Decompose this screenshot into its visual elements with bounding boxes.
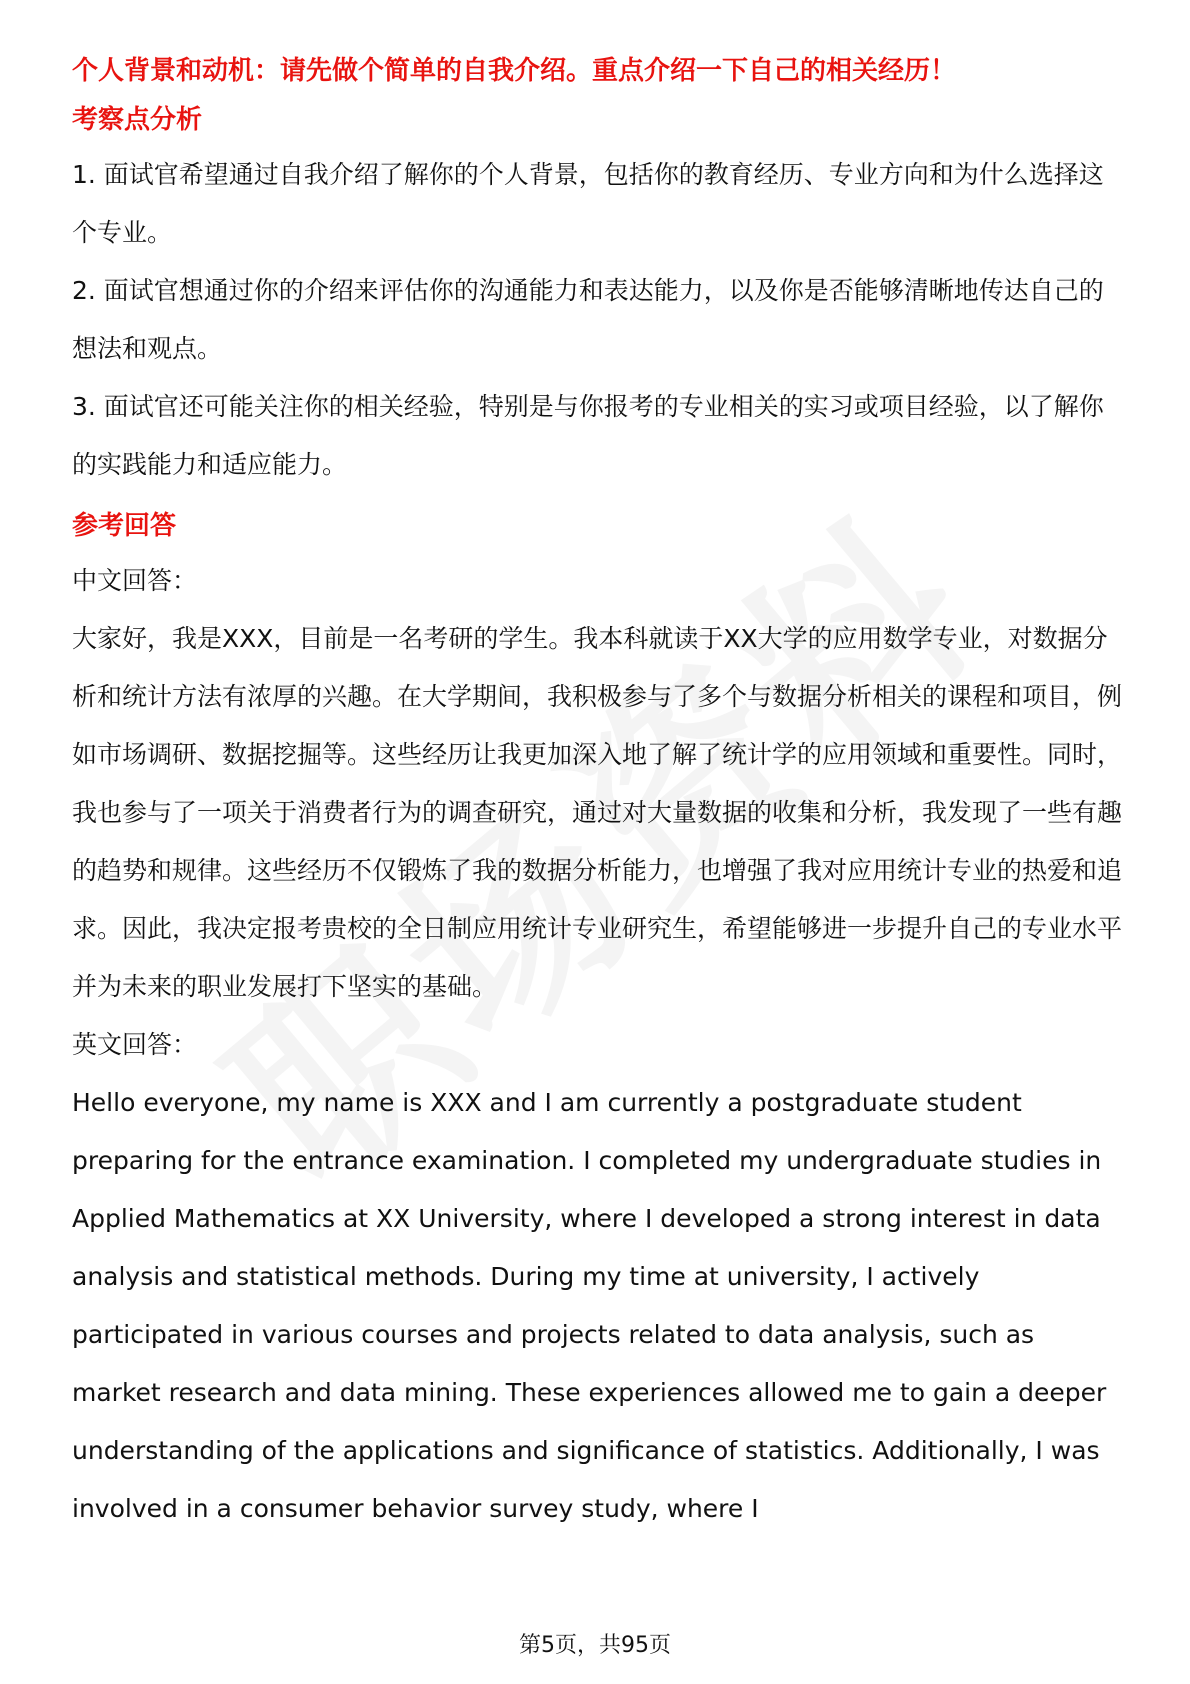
chinese-answer-label: 中文回答： bbox=[72, 566, 198, 595]
analysis-point-3: 3. 面试官还可能关注你的相关经验，特别是与你报考的专业相关的实习或项目经验，以了解你的实践能力和适应能力。 bbox=[72, 392, 1104, 479]
analysis-heading: 考察点分析 bbox=[72, 105, 203, 135]
english-answer: Hello everyone, my name is XXX and I am currently a postgraduate student preparing for the entrance examination. I completed my undergraduate studies in Applied Mathematics at XX University, where I developed a strong interest in data analysis and statistical methods. During my time at university, I actively participated in various courses and projects related to data analysis, such as market research and data mining. These experiences allowed me to gain a deeper understanding of the applications and significance of statistics. Additionally, I was involved in a consumer behavior survey study, where I bbox=[72, 1088, 1107, 1523]
english-answer-label: 英文回答： bbox=[72, 1030, 198, 1059]
reference-heading: 参考回答 bbox=[72, 511, 177, 541]
analysis-point-1: 1. 面试官希望通过自我介绍了解你的个人背景，包括你的教育经历、专业方向和为什么选择这个专业。 bbox=[72, 160, 1104, 247]
page-number: 第5页，共95页 bbox=[519, 1633, 671, 1658]
analysis-point-2: 2. 面试官想通过你的介绍来评估你的沟通能力和表达能力，以及你是否能够清晰地传达自己的想法和观点。 bbox=[72, 276, 1104, 363]
chinese-answer: 大家好，我是XXX，目前是一名考研的学生。我本科就读于XX大学的应用数学专业，对数据分析和统计方法有浓厚的兴趣。在大学期间，我积极参与了多个与数据分析相关的课程和项目，例如市场调研、数据挖掘等。这些经历让我更加深入地了解了统计学的应用领域和重要性。同时，我也参与了一项关于消费者行为的调查研究，通过对大量数据的收集和分析，我发现了一些有趣的趋势和规律。这些经历不仅锻炼了我的数据分析能力，也增强了我对应用统计专业的热爱和追求。因此，我决定报考贵校的全日制应用统计专业研究生，希望能够进一步提升自己的专业水平并为未来的职业发展打下坚实的基础。 bbox=[72, 624, 1123, 1001]
page-content bbox=[72, 44, 1122, 1538]
question-title: 个人背景和动机：请先做个简单的自我介绍。重点介绍一下自己的相关经历！ bbox=[72, 56, 957, 86]
